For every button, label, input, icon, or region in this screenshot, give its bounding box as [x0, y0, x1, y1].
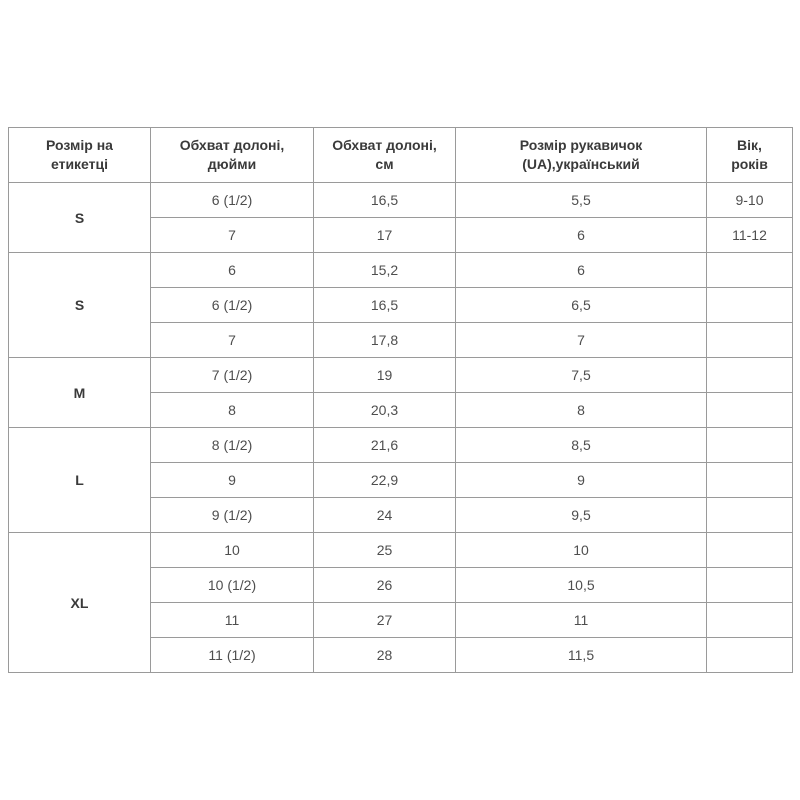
- glove-size-table-container: [8, 127, 792, 673]
- value-cell: 6: [151, 253, 314, 288]
- value-cell: 11: [151, 603, 314, 638]
- column-header: Розмір рукавичок (UA),український: [456, 128, 707, 183]
- size-label-cell: S: [9, 253, 151, 358]
- value-cell: 8,5: [456, 428, 707, 463]
- table-body: [9, 183, 793, 673]
- value-cell: 10: [456, 533, 707, 568]
- value-cell: [707, 498, 793, 533]
- value-cell: 9: [151, 463, 314, 498]
- value-cell: [707, 428, 793, 463]
- value-cell: 6: [456, 253, 707, 288]
- value-cell: 11-12: [707, 218, 793, 253]
- value-cell: 10 (1/2): [151, 568, 314, 603]
- value-cell: 7: [151, 323, 314, 358]
- value-cell: 9 (1/2): [151, 498, 314, 533]
- value-cell: 25: [314, 533, 456, 568]
- value-cell: 7: [456, 323, 707, 358]
- value-cell: [707, 533, 793, 568]
- size-label-cell: L: [9, 428, 151, 533]
- value-cell: 11 (1/2): [151, 638, 314, 673]
- value-cell: [707, 638, 793, 673]
- column-header: Розмір на етикетці: [9, 128, 151, 183]
- table-row: [9, 253, 793, 288]
- value-cell: 6 (1/2): [151, 288, 314, 323]
- table-header: [9, 128, 793, 183]
- value-cell: 8 (1/2): [151, 428, 314, 463]
- value-cell: 8: [151, 393, 314, 428]
- table-row: [9, 183, 793, 218]
- value-cell: 16,5: [314, 183, 456, 218]
- value-cell: 5,5: [456, 183, 707, 218]
- table-row: [9, 428, 793, 463]
- column-header: Вік, років: [707, 128, 793, 183]
- value-cell: 22,9: [314, 463, 456, 498]
- value-cell: [707, 603, 793, 638]
- value-cell: 11: [456, 603, 707, 638]
- value-cell: 19: [314, 358, 456, 393]
- value-cell: 28: [314, 638, 456, 673]
- value-cell: 24: [314, 498, 456, 533]
- value-cell: 9,5: [456, 498, 707, 533]
- size-label-cell: S: [9, 183, 151, 253]
- table-row: [9, 358, 793, 393]
- value-cell: 17,8: [314, 323, 456, 358]
- value-cell: [707, 568, 793, 603]
- value-cell: [707, 393, 793, 428]
- value-cell: 7 (1/2): [151, 358, 314, 393]
- table-row: [9, 533, 793, 568]
- value-cell: [707, 323, 793, 358]
- value-cell: [707, 358, 793, 393]
- value-cell: 27: [314, 603, 456, 638]
- value-cell: 16,5: [314, 288, 456, 323]
- value-cell: 7,5: [456, 358, 707, 393]
- value-cell: 11,5: [456, 638, 707, 673]
- value-cell: 20,3: [314, 393, 456, 428]
- value-cell: 21,6: [314, 428, 456, 463]
- value-cell: 9: [456, 463, 707, 498]
- value-cell: 6: [456, 218, 707, 253]
- value-cell: 9-10: [707, 183, 793, 218]
- value-cell: 7: [151, 218, 314, 253]
- value-cell: 6,5: [456, 288, 707, 323]
- value-cell: 26: [314, 568, 456, 603]
- value-cell: 6 (1/2): [151, 183, 314, 218]
- glove-size-table: [8, 127, 793, 673]
- value-cell: 10,5: [456, 568, 707, 603]
- size-label-cell: M: [9, 358, 151, 428]
- column-header: Обхват долоні, см: [314, 128, 456, 183]
- value-cell: 8: [456, 393, 707, 428]
- size-label-cell: XL: [9, 533, 151, 673]
- value-cell: 17: [314, 218, 456, 253]
- value-cell: 15,2: [314, 253, 456, 288]
- value-cell: [707, 288, 793, 323]
- value-cell: [707, 253, 793, 288]
- header-row: [9, 128, 793, 183]
- column-header: Обхват долоні, дюйми: [151, 128, 314, 183]
- value-cell: [707, 463, 793, 498]
- value-cell: 10: [151, 533, 314, 568]
